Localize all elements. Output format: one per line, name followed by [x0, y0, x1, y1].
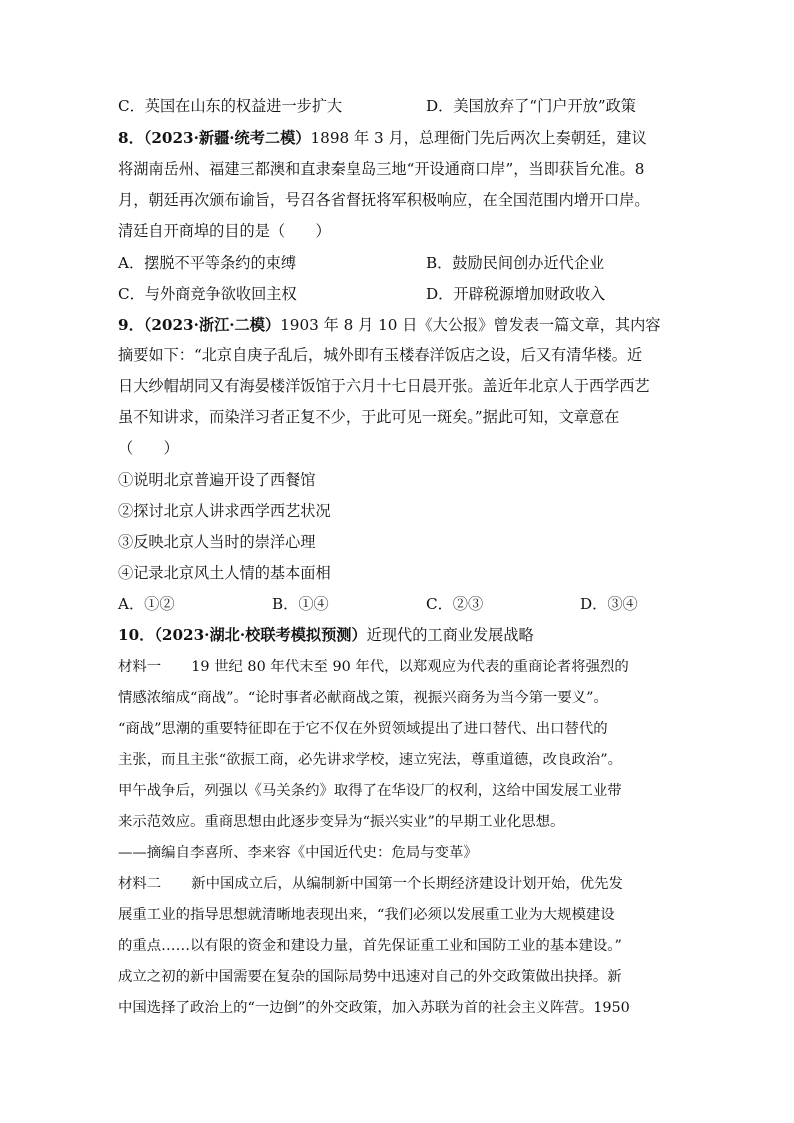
q9-line-5: （ ） — [118, 439, 179, 457]
q8-line-4: 清廷自开商埠的目的是（ ） — [118, 222, 331, 240]
q10-m2-text-1: 新中国成立后，从编制新中国第一个长期经济建设计划开始，优先发 — [191, 876, 623, 892]
q10-m1-line-6: 来示范效应。重商思想由此逐步变异为“振兴实业”的早期工业化思想。 — [118, 814, 565, 830]
q10-title: 近现代的工商业发展战略 — [366, 626, 534, 644]
q8-number-source: 8．（2023·新疆·统考二模） — [118, 129, 311, 147]
q8-line-2: 将湖南岳州、福建三都澳和直隶秦皇岛三地“开设通商口岸”，当即获旨允准。8 — [118, 160, 645, 178]
q10-material1-source: ——摘编自李喜所、李来容《中国近代史：危局与变革》 — [118, 845, 478, 861]
q10-material2-label: 材料二 — [118, 876, 162, 892]
q9-stem-1: 1903 年 8 月 10 日《大公报》曾发表一篇文章，其内容 — [280, 316, 661, 334]
prev-option-d: D．美国放弃了“门户开放”政策 — [426, 97, 636, 115]
q9-option-c: C．②③ — [426, 595, 484, 613]
q10-m1-line-5: 甲午战争后，列强以《马关条约》取得了在华设厂的权利，这给中国发展工业带 — [118, 783, 622, 799]
q10-m1-line-4: 主张，而且主张“欲振工商，必先讲求学校，速立宪法，尊重道德，改良政治”。 — [118, 752, 622, 768]
q10-m2-line-4: 成立之初的新中国需要在复杂的国际局势中迅速对自己的外交政策做出抉择。新 — [118, 969, 622, 985]
q8-option-d: D．开辟税源增加财政收入 — [426, 285, 606, 303]
q10-m2-line-5: 中国选择了政治上的“一边倒”的外交政策，加入苏联为首的社会主义阵营。1950 — [118, 1000, 630, 1016]
q9-statement-1: ①说明北京普遍开设了西餐馆 — [118, 471, 316, 489]
q8-stem-1: 1898 年 3 月，总理衙门先后两次上奏朝廷，建议 — [310, 129, 647, 147]
q9-line-4: 虽不知讲求，而染洋习者正复不少，于此可见一斑矣。”据此可知，文章意在 — [118, 408, 620, 426]
q9-option-d: D．③④ — [580, 595, 638, 613]
q8-option-c: C．与外商竞争欲收回主权 — [118, 285, 297, 303]
q8-option-b: B．鼓励民间创办近代企业 — [426, 254, 605, 272]
q8-line-1 — [118, 128, 647, 148]
q9-number-source: 9．（2023·浙江·二模） — [118, 316, 281, 334]
q8-line-3: 月，朝廷再次颁布谕旨，号召各省督抚将军积极响应，在全国范围内增开口岸。 — [118, 191, 650, 209]
q10-material1-label: 材料一 — [118, 659, 162, 675]
q10-number-source: 10．（2023·湖北·校联考模拟预测） — [118, 626, 367, 644]
q9-line-3: 日大纱帽胡同又有海晏楼洋饭馆于六月十七日晨开张。盖近年北京人于西学西艺 — [118, 377, 650, 395]
q9-line-2: 摘要如下：“北京自庚子乱后，城外即有玉楼春洋饭店之设，后又有清华楼。近 — [118, 346, 643, 364]
q10-m2-line-1 — [118, 874, 623, 894]
q9-option-b: B．①④ — [272, 595, 329, 613]
q9-line-1 — [118, 315, 660, 335]
prev-option-c: C．英国在山东的权益进一步扩大 — [118, 97, 343, 115]
q10-m1-line-1 — [118, 657, 629, 677]
q8-option-a: A．摆脱不平等条约的束缚 — [118, 254, 297, 272]
q10-heading — [118, 625, 534, 645]
q9-option-a: A．①② — [118, 595, 175, 613]
q10-m1-line-3: “商战”思潮的重要特征即在于它不仅在外贸领域提出了进口替代、出口替代的 — [118, 721, 608, 737]
q9-statement-3: ③反映北京人当时的崇洋心理 — [118, 533, 316, 551]
q9-statement-4: ④记录北京风土人情的基本面相 — [118, 564, 331, 582]
q10-m1-text-1: 19 世纪 80 年代末至 90 年代，以郑观应为代表的重商论者将强烈的 — [191, 659, 629, 675]
q10-m2-line-2: 展重工业的指导思想就清晰地表现出来，“我们必须以发展重工业为大规模建设 — [118, 907, 615, 923]
q10-m2-line-3: 的重点……以有限的资金和建设力量，首先保证重工业和国防工业的基本建设。” — [118, 938, 622, 954]
q9-statement-2: ②探讨北京人讲求西学西艺状况 — [118, 502, 331, 520]
q10-m1-line-2: 情感浓缩成“商战”。“论时事者必献商战之策，视振兴商务为当今第一要义”。 — [118, 690, 608, 706]
